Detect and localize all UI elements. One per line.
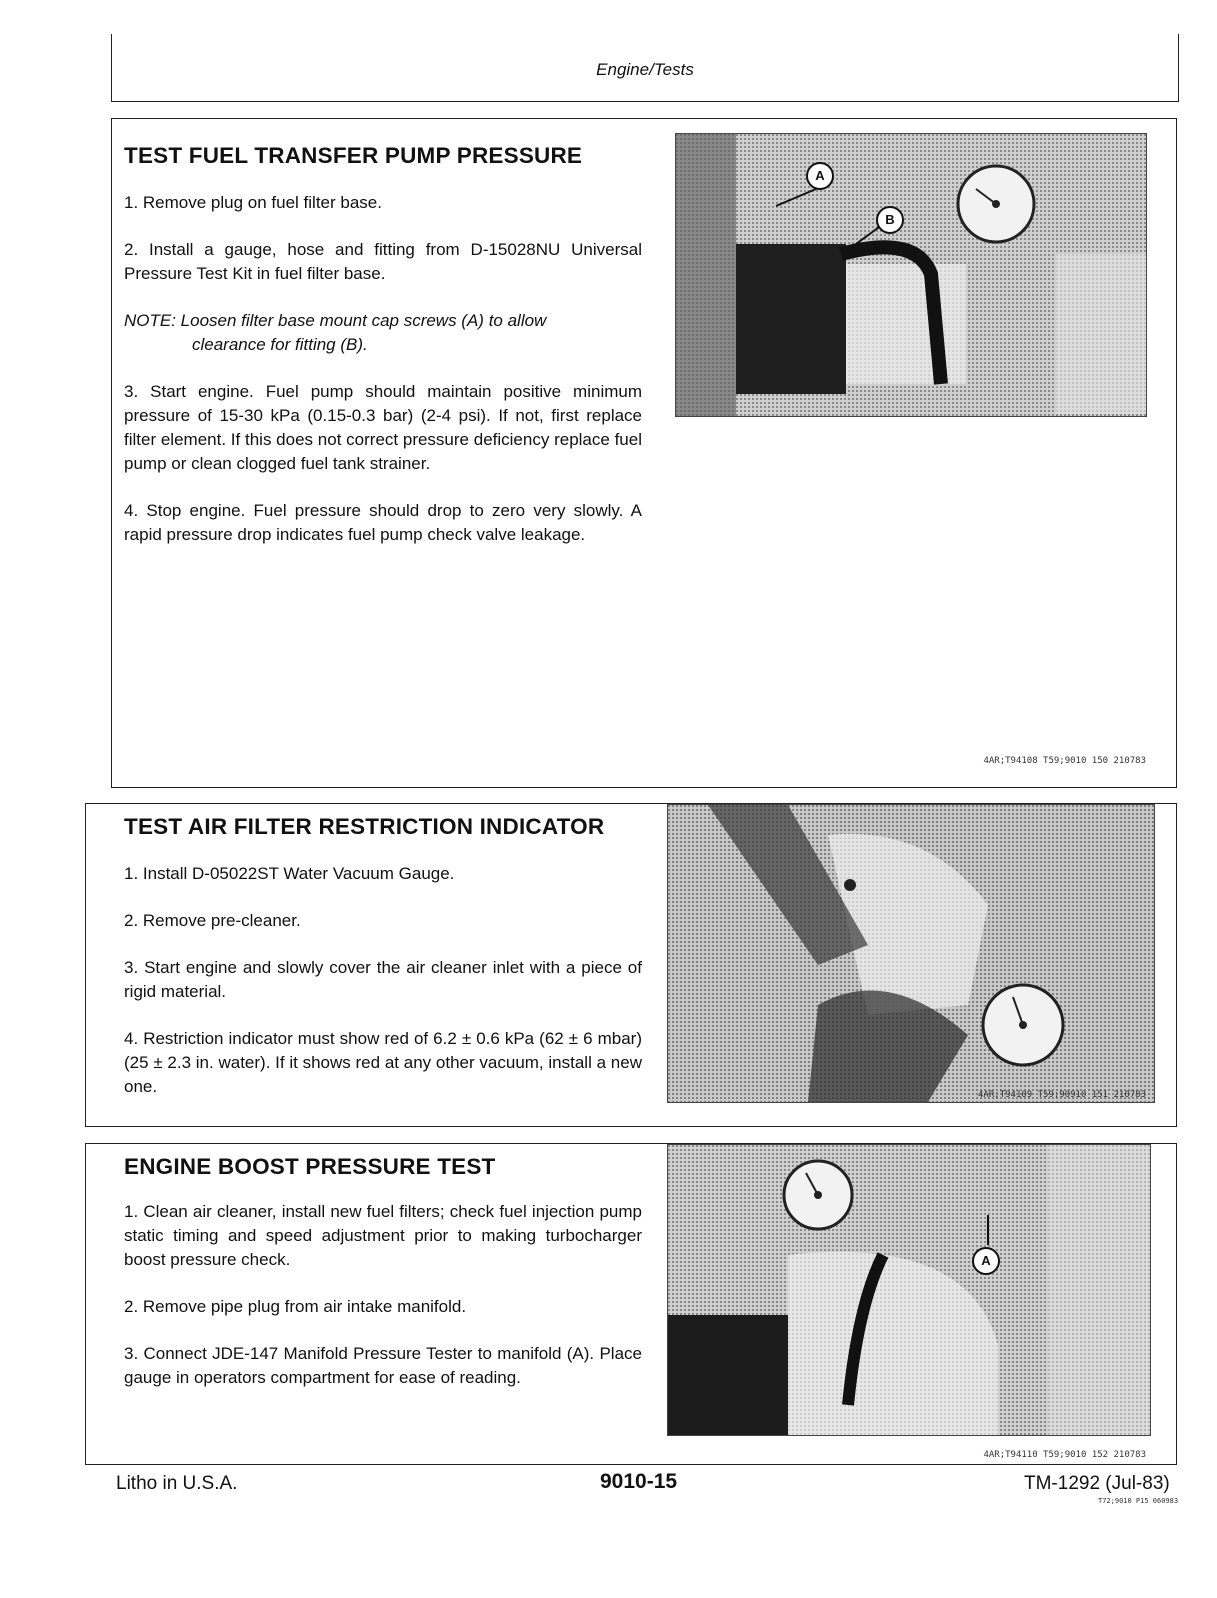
page-header	[111, 34, 1179, 102]
step-text: 2. Remove pipe plug from air intake manifold.	[124, 1297, 467, 1316]
step-text: 2. Remove pre-cleaner.	[124, 911, 301, 930]
footer-print-location: Litho in U.S.A.	[116, 1473, 238, 1494]
note-line-1: NOTE: Loosen filter base mount cap screws (A) to allow	[124, 311, 547, 330]
callout-b: B	[876, 206, 904, 234]
figure-reference: 4AR;T94109 T59;90910 151 210783	[978, 1090, 1146, 1100]
photo-fuel-filter-gauge	[675, 133, 1147, 417]
page-number: 9010-15	[600, 1470, 678, 1493]
footer-code: T72;9010 P15 060983	[1098, 1497, 1179, 1505]
steps-list	[124, 1200, 642, 1413]
step-text: 1. Remove plug on fuel filter base.	[124, 193, 382, 212]
steps-list	[124, 862, 642, 1122]
step-text: 1. Install D-05022ST Water Vacuum Gauge.	[124, 864, 455, 883]
figure-reference: 4AR;T94108 T59;9010 150 210783	[983, 756, 1146, 766]
callout-a: A	[972, 1247, 1000, 1275]
section-title: TEST AIR FILTER RESTRICTION INDICATOR	[124, 814, 605, 839]
section-air-filter-restriction	[85, 803, 1177, 1127]
step-text: 2. Install a gauge, hose and fitting from D-15028NU Universal Pressure Test Kit in fuel filter base.	[124, 240, 642, 283]
callout-a: A	[806, 162, 834, 190]
note-text	[124, 309, 642, 357]
steps-list	[124, 191, 642, 570]
page-title: Engine/Tests	[596, 60, 694, 79]
figure-reference: 4AR;T94110 T59;9010 152 210783	[983, 1450, 1146, 1460]
section-title: ENGINE BOOST PRESSURE TEST	[124, 1154, 496, 1179]
step-text: 3. Start engine. Fuel pump should maintain positive minimum pressure of 15-30 kPa (0.15-0.3 bar) (2-4 psi). If not, first replace filter element. If this does not correct pressure deficiency replace fuel pump or clean clogged fuel tank strainer.	[124, 382, 642, 473]
photo-vacuum-gauge	[667, 804, 1155, 1103]
section-engine-boost-pressure	[85, 1143, 1177, 1465]
step-text: 3. Connect JDE-147 Manifold Pressure Tester to manifold (A). Place gauge in operators compartment for ease of reading.	[124, 1344, 642, 1387]
photo-manifold-pressure-tester	[667, 1144, 1151, 1436]
note-line-2: clearance for fitting (B).	[192, 335, 368, 354]
section-fuel-transfer-pump	[111, 118, 1177, 788]
step-text: 1. Clean air cleaner, install new fuel filters; check fuel injection pump static timing and speed adjustment prior to making turbocharger boost pressure check.	[124, 1202, 642, 1269]
section-title: TEST FUEL TRANSFER PUMP PRESSURE	[124, 143, 583, 168]
step-text: 4. Stop engine. Fuel pressure should drop to zero very slowly. A rapid pressure drop indicates fuel pump check valve leakage.	[124, 501, 642, 544]
step-text: 4. Restriction indicator must show red of 6.2 ± 0.6 kPa (62 ± 6 mbar) (25 ± 2.3 in. water). If it shows red at any other vacuum, install a new one.	[124, 1029, 642, 1096]
step-text: 3. Start engine and slowly cover the air cleaner inlet with a piece of rigid material.	[124, 958, 642, 1001]
manual-id: TM-1292 (Jul-83)	[1024, 1473, 1170, 1494]
